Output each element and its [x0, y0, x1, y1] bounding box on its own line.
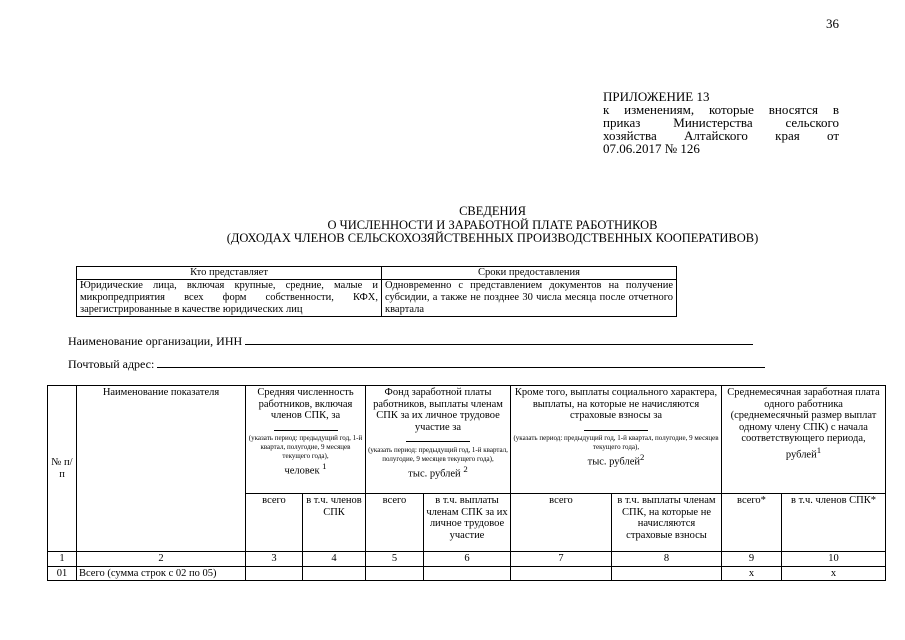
social-note: (указать период: предыдущий год, 1-й квартал, полугодие, 9 месяцев текущего года),	[513, 434, 719, 451]
col-number: 1	[48, 552, 77, 567]
sub-incl-members-star: в т.ч. членов СПК*	[782, 494, 886, 552]
col-number: 6	[424, 552, 511, 567]
header-avg-count	[246, 386, 366, 494]
appendix-line: к изменениям, которые вносятся в	[603, 102, 839, 117]
appendix-line: приказ Министерства сельского	[603, 115, 839, 130]
info-header-who: Кто представляет	[77, 267, 382, 280]
row-cell[interactable]	[612, 566, 722, 581]
row-cell: x	[722, 566, 782, 581]
col-number: 10	[782, 552, 886, 567]
org-field-row	[68, 333, 753, 349]
footnote-mark: 2	[640, 452, 645, 462]
address-input-line[interactable]	[157, 356, 765, 368]
period-blank[interactable]	[274, 422, 338, 431]
avg-salary-title: Среднемесячная заработная плата одного работника (среднемесячный размер выплат одному члену СПК) с начала соответствующего периода, рублей	[727, 387, 880, 460]
page-number: 36	[826, 16, 839, 31]
sub-incl-payments: в т.ч. выплаты членам СПК за их личное трудовое участие	[424, 494, 511, 552]
row-cell: x	[782, 566, 886, 581]
appendix-line: хозяйства Алтайского края от	[603, 128, 839, 143]
heading-line: (ДОХОДАХ ЧЛЕНОВ СЕЛЬСКОХОЗЯЙСТВЕННЫХ ПРОИЗВОДСТВЕННЫХ КООПЕРАТИВОВ)	[226, 231, 759, 245]
heading-line: СВЕДЕНИЯ	[459, 204, 526, 218]
info-when: Одновременно с представлением документов на получение субсидии, а также не позднее 30 числа месяца после отчетного квартала	[382, 280, 677, 317]
col-number: 8	[612, 552, 722, 567]
period-blank[interactable]	[584, 422, 648, 431]
header-social	[511, 386, 722, 494]
col-number: 7	[511, 552, 612, 567]
column-number-row	[48, 552, 886, 567]
row-cell[interactable]	[366, 566, 424, 581]
sub-total: всего	[366, 494, 424, 552]
header-fund	[366, 386, 511, 494]
footnote-mark: 1	[322, 461, 327, 471]
appendix-block	[603, 90, 839, 155]
sub-total: всего	[246, 494, 303, 552]
address-label: Почтовый адрес:	[68, 357, 155, 371]
social-title: Кроме того, выплаты социального характера, выплаты, на которые не начисляются страховые взносы за	[514, 387, 718, 421]
row-num: 01	[48, 566, 77, 581]
header-name: Наименование показателя	[77, 386, 246, 552]
sub-incl-no-contrib: в т.ч. выплаты членам СПК, на которые не начисляются страховые взносы	[612, 494, 722, 552]
main-data-table	[47, 385, 886, 581]
heading-line: О ЧИСЛЕННОСТИ И ЗАРАБОТНОЙ ПЛАТЕ РАБОТНИКОВ	[327, 217, 658, 232]
avg-count-title: Средняя численность работников, включая членов СПК, за	[257, 387, 354, 421]
footnote-mark: 1	[816, 444, 822, 455]
sub-total-star: всего*	[722, 494, 782, 552]
fund-note: (указать период: предыдущий год, 1-й квартал, полугодие, 9 месяцев текущего года),	[368, 445, 508, 463]
col-number: 4	[303, 552, 366, 567]
header-avg-salary	[722, 386, 886, 494]
avg-count-unit: человек	[284, 465, 320, 477]
social-unit: тыс. рублей	[587, 456, 640, 468]
footnote-mark: 2	[463, 463, 468, 474]
info-header-when: Сроки предоставления	[382, 267, 677, 280]
row-cell[interactable]	[246, 566, 303, 581]
col-number: 9	[722, 552, 782, 567]
fund-title: Фонд заработной платы работников, выплаты членам СПК за их личное трудовое участие за	[373, 387, 503, 433]
period-blank[interactable]	[406, 433, 470, 442]
header-num: № п/п	[48, 386, 77, 552]
avg-count-note: (указать период: предыдущий год, 1-й квартал, полугодие, 9 месяцев текущего года),	[248, 434, 363, 460]
document-heading	[0, 205, 905, 246]
row-cell[interactable]	[511, 566, 612, 581]
address-field-row	[68, 356, 765, 372]
org-input-line[interactable]	[245, 333, 753, 345]
org-label: Наименование организации, ИНН	[68, 334, 243, 348]
submission-info-table	[76, 266, 677, 317]
info-who: Юридические лица, включая крупные, средние, малые и микропредприятия всех форм собственности, КФХ, зарегистрированные в качестве юридических лиц	[77, 280, 382, 317]
fund-unit: тыс. рублей	[408, 468, 461, 479]
col-number: 5	[366, 552, 424, 567]
sub-total: всего	[511, 494, 612, 552]
row-cell[interactable]	[424, 566, 511, 581]
sub-incl-members: в т.ч. членов СПК	[303, 494, 366, 552]
row-name: Всего (сумма строк с 02 по 05)	[77, 566, 246, 581]
col-number: 2	[77, 552, 246, 567]
appendix-title: ПРИЛОЖЕНИЕ 13	[603, 89, 710, 104]
row-cell[interactable]	[303, 566, 366, 581]
table-row	[48, 566, 886, 581]
appendix-line: 07.06.2017 № 126	[603, 141, 700, 156]
col-number: 3	[246, 552, 303, 567]
